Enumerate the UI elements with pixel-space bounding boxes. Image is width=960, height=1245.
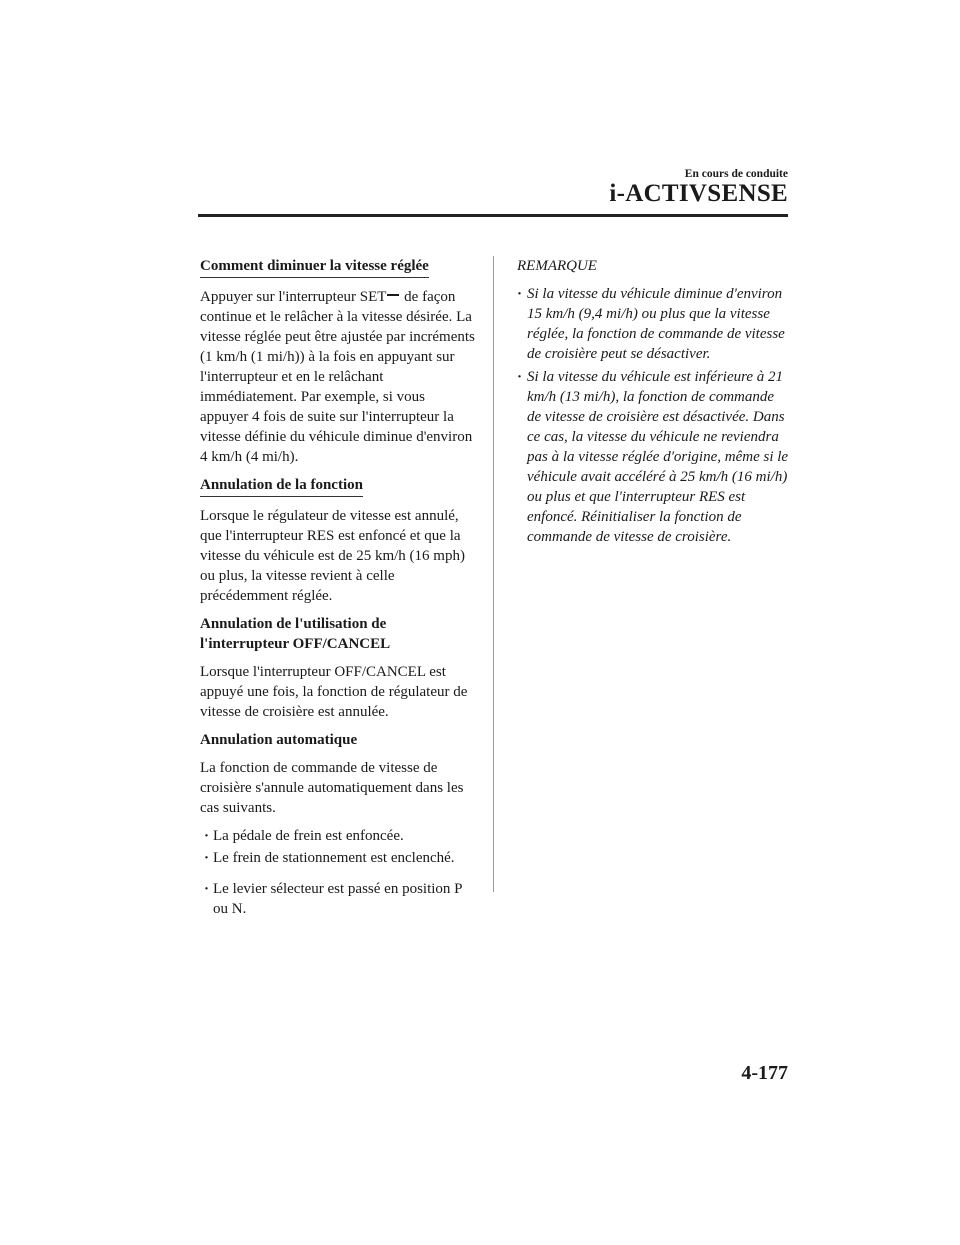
list-item: · La pédale de frein est enfoncée. (204, 826, 476, 846)
list-item: · Le levier sélecteur est passé en position P ou N. (204, 879, 476, 919)
note-list (511, 284, 791, 547)
heading-decrease-speed: Comment diminuer la vitesse réglée (200, 256, 429, 278)
note-label: REMARQUE (517, 258, 597, 274)
heading-off-cancel-switch: Annulation de l'utilisation de l'interrupteur OFF/CANCEL (200, 616, 391, 652)
note-item: · Si la vitesse du véhicule diminue d'environ 15 km/h (9,4 mi/h) ou plus que la vitesse réglée, la fonction de commande de vitesse de croisière peut se désactiver. (517, 284, 791, 364)
paragraph-decrease-speed-part1: Appuyer sur l'interrupteur SET (200, 289, 387, 305)
right-column (511, 256, 791, 550)
running-header-section: En cours de conduite (684, 168, 788, 180)
paragraph-decrease-speed-part2: de façon continue et le relâcher à la vitesse désirée. La vitesse réglée peut être ajustée par incréments (1 km/h (1 mi/h)) à la fois en appuyant sur l'interrupteur et en le relâchant immédiatement. Par exemple, si vous appuyer 4 fois de suite sur l'interrupteur la vitesse définie du véhicule diminue d'environ 4 km/h (4 mi/h). (200, 289, 475, 465)
left-column (200, 256, 476, 921)
set-minus-icon (387, 294, 399, 296)
column-divider (493, 256, 494, 892)
page-number: 4-177 (741, 1062, 788, 1084)
paragraph-function-cancel: Lorsque le régulateur de vitesse est annulé, que l'interrupteur RES est enfoncé et que la vitesse du véhicule est de 25 km/h (16 mph) ou plus, la vitesse revient à celle précédemment réglée. (200, 508, 465, 604)
heading-function-cancel: Annulation de la fonction (200, 475, 363, 497)
paragraph-automatic-cancel: La fonction de commande de vitesse de croisière s'annule automatiquement dans les cas suivants. (200, 760, 464, 816)
note-item: · Si la vitesse du véhicule est inférieure à 21 km/h (13 mi/h), la fonction de commande de vitesse de croisière est désactivée. Dans ce cas, la vitesse du véhicule ne reviendra pas à la vitesse réglée d'origine, même si le véhicule avait accéléré à 25 km/h (16 mi/h) ou plus et que l'interrupteur RES est enfoncé. Réinitialiser la fonction de commande de vitesse de croisière. (517, 367, 791, 547)
header-divider (198, 214, 788, 217)
heading-automatic-cancel: Annulation automatique (200, 732, 358, 748)
list-item: · Le frein de stationnement est enclenché. (204, 848, 476, 868)
automatic-cancel-list (200, 826, 476, 919)
running-header-title: i-ACTIVSENSE (609, 180, 788, 207)
paragraph-decrease-speed (200, 287, 476, 467)
paragraph-off-cancel-switch: Lorsque l'interrupteur OFF/CANCEL est appuyé une fois, la fonction de régulateur de vitesse de croisière est annulée. (200, 664, 468, 720)
